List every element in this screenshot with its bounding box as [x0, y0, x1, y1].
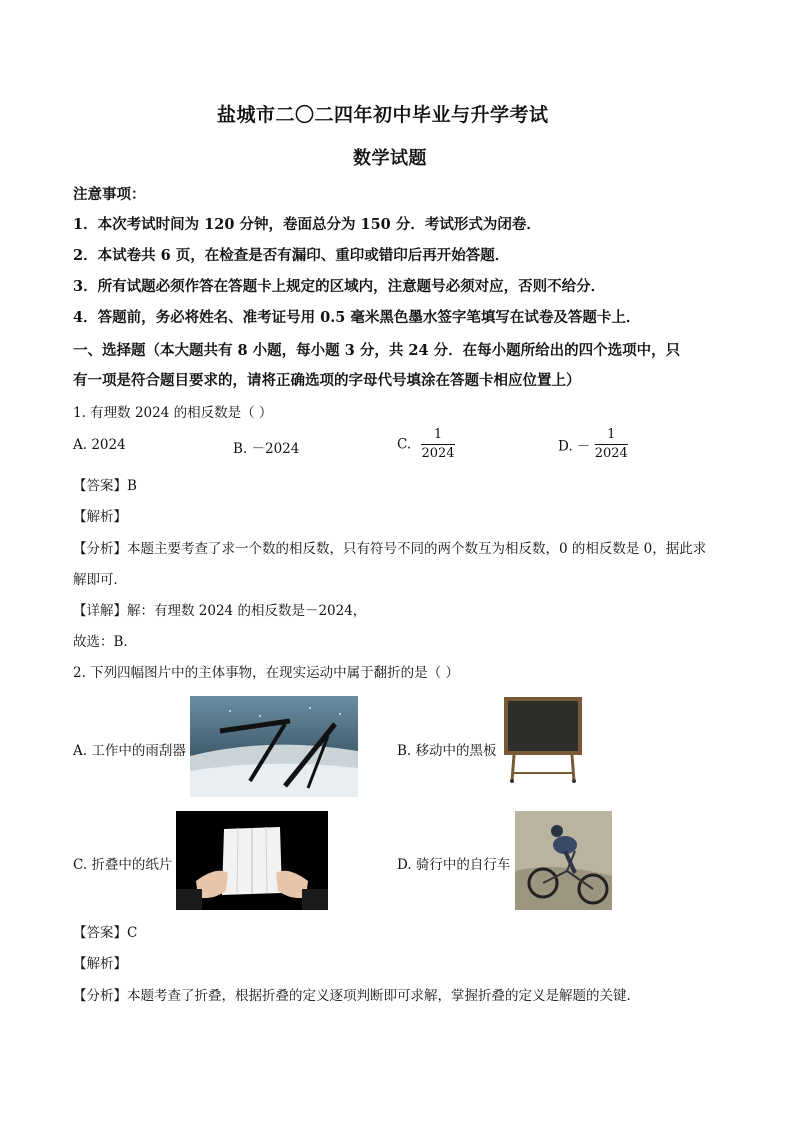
q1-stem: 1. 有理数 2024 的相反数是（ ） [73, 405, 273, 421]
q1-option-c-numerator: 1 [421, 428, 454, 445]
q1-detail: 【详解】解：有理数 2024 的相反数是－2024， [73, 603, 367, 619]
q1-option-a: A. 2024 [73, 437, 126, 453]
q1-option-b: B. －2024 [233, 441, 300, 457]
notice-item-4: 4．答题前，务必将姓名、准考证号用 0.5 毫米黑色墨水签字笔填写在试卷及答题卡上． [73, 309, 641, 326]
q1-option-c-fraction [421, 428, 454, 461]
q1-option-d-denominator: 2024 [594, 446, 628, 461]
q1-option-d-numerator: 1 [595, 428, 628, 445]
q1-option-d-fraction [595, 428, 628, 461]
section-heading-line1: 一、选择题（本大题共有 8 小题，每小题 3 分，共 24 分．在每小题所给出的四个选项中，只 [73, 342, 681, 359]
q1-option-d-label: D. － [558, 438, 591, 455]
wiper-image [190, 696, 358, 797]
q2-option-d: D. 骑行中的自行车 [397, 857, 511, 873]
q1-analysis-heading: 【解析】 [73, 509, 127, 525]
blackboard-image [500, 695, 586, 783]
q1-option-c-label: C. [397, 436, 412, 453]
folded-paper-image [176, 811, 328, 910]
q1-answer: 【答案】B [73, 478, 137, 494]
q1-choose: 故选：B． [73, 634, 137, 650]
q1-analysis-line2: 解即可． [73, 572, 127, 588]
q1-analysis-line1: 【分析】本题主要考查了求一个数的相反数，只有符号不同的两个数互为相反数，0 的相反数是 0，据此求 [73, 541, 707, 557]
section-heading-line2: 有一项是符合题目要求的，请将正确选项的字母代号填涂在答题卡相应位置上） [73, 372, 581, 389]
notice-item-3: 3．所有试题必须作答在答题卡上规定的区域内，注意题号必须对应，否则不给分． [73, 278, 606, 295]
q2-analysis: 【分析】本题考查了折叠，根据折叠的定义逐项判断即可求解，掌握折叠的定义是解题的关键． [73, 988, 640, 1004]
exam-subtitle: 数学试题 [353, 148, 427, 169]
bicycle-image [515, 811, 612, 910]
q2-option-a: A. 工作中的雨刮器 [73, 743, 186, 759]
notice-item-1: 1．本次考试时间为 120 分钟，卷面总分为 150 分．考试形式为闭卷． [73, 216, 541, 233]
q2-analysis-heading: 【解析】 [73, 956, 127, 972]
exam-title: 盐城市二〇二四年初中毕业与升学考试 [217, 104, 549, 126]
q1-option-c [397, 428, 455, 461]
q2-option-b: B. 移动中的黑板 [397, 743, 497, 759]
q1-option-d [558, 428, 628, 461]
q1-option-c-denominator: 2024 [421, 446, 455, 461]
q2-option-c: C. 折叠中的纸片 [73, 857, 173, 873]
q2-answer: 【答案】C [73, 925, 138, 941]
notice-heading: 注意事项： [73, 186, 146, 203]
notice-item-2: 2．本试卷共 6 页，在检查是否有漏印、重印或错印后再开始答题． [73, 247, 510, 264]
q2-stem: 2. 下列四幅图片中的主体事物，在现实运动中属于翻折的是（ ） [73, 665, 459, 681]
